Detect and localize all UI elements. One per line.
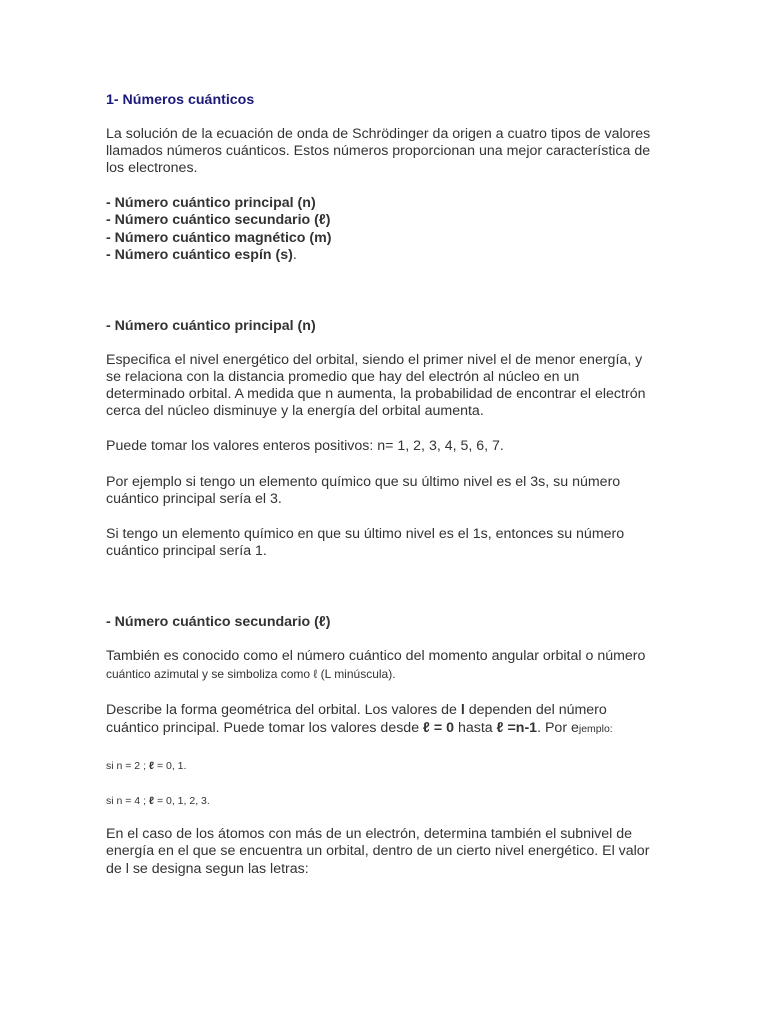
intro-line-2: llamados números cuánticos. Estos números proporcionan una mejor característica de: [106, 143, 651, 159]
example-1-a: si n = 2 ;: [106, 760, 149, 772]
secundario-example-2: [106, 793, 210, 810]
secundario-example-1: [106, 758, 186, 775]
principal-p1-line-3: determinado orbital. A medida que n aumenta, la probabilidad de encontrar el electrón: [106, 386, 646, 402]
secundario-p3-line-1: En el caso de los átomos con más de un electrón, determina también el subnivel de: [106, 826, 633, 842]
example-2-b: ℓ: [148, 795, 155, 807]
secundario-p2-line-1: [106, 702, 607, 719]
example-1-b: ℓ: [148, 760, 155, 772]
intro-line-1: La solución de la ecuación de onda de Schrödinger da origen a cuatro tipos de valores: [106, 126, 651, 142]
principal-p3-line-2: cuántico principal sería el 3.: [106, 491, 282, 507]
secundario-p2-l2-f: jemplo:: [578, 723, 613, 735]
principal-p1-line-1: Especifica el nivel energético del orbital, siendo el primer nivel el de menor energía, y: [106, 352, 643, 368]
principal-p2: Puede tomar los valores enteros positivos: n= 1, 2, 3, 4, 5, 6, 7.: [106, 438, 504, 454]
principal-heading: - Número cuántico principal (n): [106, 318, 316, 334]
intro-line-3: los electrones.: [106, 160, 198, 176]
principal-p4-line-1: Si tengo un elemento químico en que su último nivel es el 1s, entonces su número: [106, 526, 625, 542]
example-2-a: si n = 4 ;: [106, 795, 149, 807]
list-item-magnetico: - Número cuántico magnético (m): [106, 230, 332, 246]
example-2-c: = 0, 1, 2, 3.: [154, 795, 210, 807]
secundario-p2-l2-e: . Por e: [537, 720, 579, 736]
list-item-espin: [106, 247, 297, 264]
secundario-heading: - Número cuántico secundario (ℓ): [106, 614, 331, 630]
secundario-p2-l2-d: ℓ =n-1: [496, 720, 538, 736]
list-item-espin-period: .: [292, 247, 297, 263]
list-item-principal: - Número cuántico principal (n): [106, 195, 316, 211]
secundario-p2-l2-a: cuántico principal. Puede tomar los valores desde: [106, 720, 424, 736]
principal-p3-line-1: Por ejemplo si tengo un elemento químico que su último nivel es el 3s, su número: [106, 474, 621, 490]
secundario-p2-l1-b: l: [460, 702, 465, 718]
list-item-espin-text: - Número cuántico espín (s): [106, 247, 293, 263]
principal-p4-line-2: cuántico principal sería 1.: [106, 543, 267, 559]
principal-p1-line-4: cerca del núcleo disminuye y la energía del orbital aumenta.: [106, 403, 484, 419]
secundario-p2-l2-b: ℓ = 0: [423, 720, 455, 736]
secundario-p3-line-2: energía en el que se encuentra un orbital, dentro de un cierto nivel energético. El valor: [106, 843, 650, 859]
list-item-secundario: - Número cuántico secundario (ℓ): [106, 212, 331, 228]
secundario-p2-l2-c: hasta: [454, 720, 497, 736]
secundario-p2-l1-c: dependen del número: [464, 702, 607, 718]
secundario-p1-line-2: cuántico azimutal y se simboliza como ℓ (L minúscula).: [106, 667, 396, 681]
section-title: 1- Números cuánticos: [106, 92, 255, 108]
principal-p1-line-2: se relaciona con la distancia promedio que hay del electrón al núcleo en un: [106, 369, 580, 385]
secundario-p2-l1-a: Describe la forma geométrica del orbital. Los valores de: [106, 702, 461, 718]
example-1-c: = 0, 1.: [154, 760, 187, 772]
secundario-p2-line-2: [106, 720, 613, 738]
secundario-p1-line-1: También es conocido como el número cuántico del momento angular orbital o número: [106, 648, 646, 664]
secundario-p3-line-3: de l se designa segun las letras:: [106, 861, 309, 877]
